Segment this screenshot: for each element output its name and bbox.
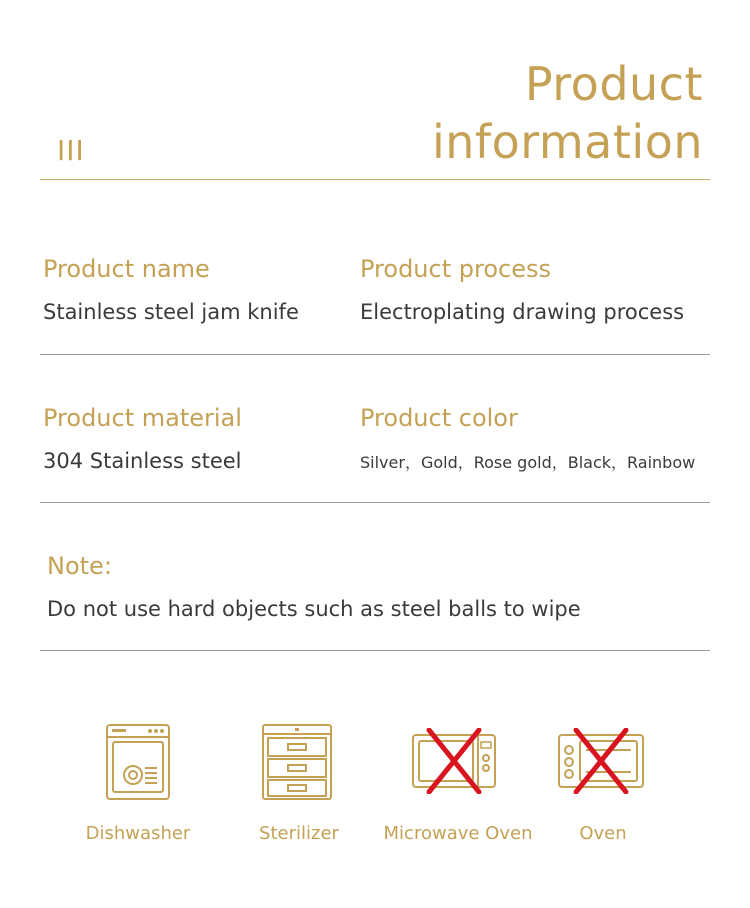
sterilizer-icon: [262, 724, 332, 800]
spec-value-product-material: 304 Stainless steel: [43, 449, 242, 473]
page-title-line1: Product: [524, 57, 703, 111]
note-text: Do not use hard objects such as steel balls to wipe: [47, 597, 581, 621]
note-label: Note:: [47, 552, 112, 580]
usage-label-microwave-oven: Microwave Oven: [383, 823, 533, 844]
microwave-icon: [412, 728, 496, 794]
page-title-line2: information: [432, 115, 703, 169]
spec-value-product-process: Electroplating drawing process: [360, 300, 685, 324]
spec-label-product-process: Product process: [360, 255, 551, 283]
usage-label-sterilizer: Sterilizer: [259, 823, 339, 844]
header-divider: [40, 179, 710, 180]
spec-value-product-color: Silver，Gold，Rose gold，Black，Rainbow: [360, 453, 696, 472]
spec-label-product-name: Product name: [43, 255, 210, 283]
spec-label-product-color: Product color: [360, 404, 518, 432]
usage-icons: [0, 718, 750, 888]
dishwasher-icon: [106, 724, 170, 800]
oven-icon: [558, 728, 644, 794]
row-divider: [40, 502, 710, 503]
spec-label-product-material: Product material: [43, 404, 242, 432]
decorative-bars: III: [57, 134, 85, 167]
row-divider: [40, 354, 710, 355]
spec-value-product-name: Stainless steel jam knife: [43, 300, 299, 324]
note-divider: [40, 650, 710, 651]
usage-label-dishwasher: Dishwasher: [85, 823, 191, 844]
usage-label-oven: Oven: [579, 823, 627, 844]
